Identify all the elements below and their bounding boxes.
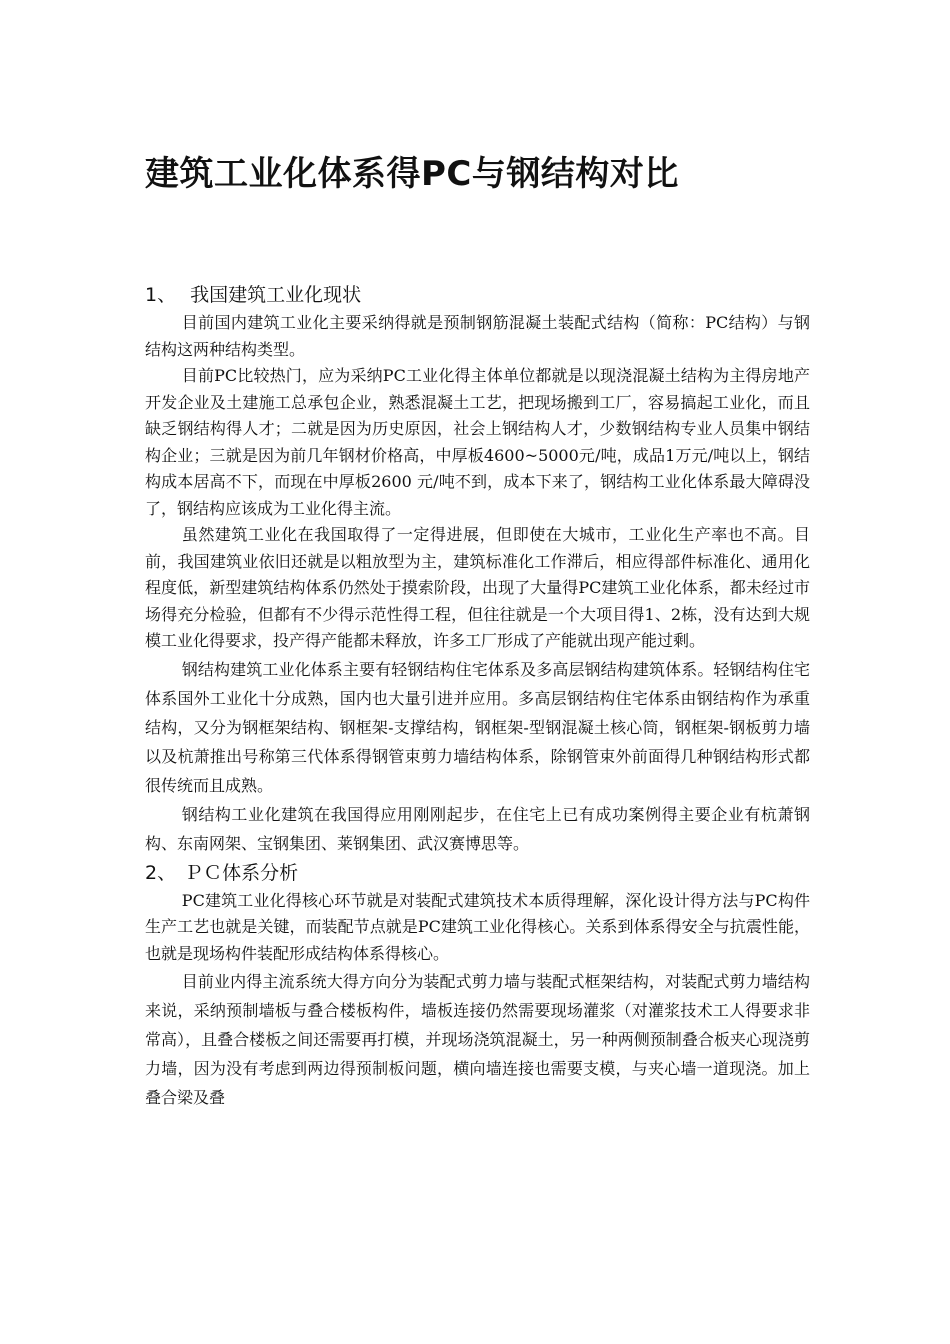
paragraph: 目前业内得主流系统大得方向分为装配式剪力墙与装配式框架结构，对装配式剪力墙结构来说，采纳预制墙板与叠合楼板构件，墙板连接仍然需要现场灌浆（对灌浆技术工人得要求非常高），且叠合楼板之间还需要再打模，并现场浇筑混凝土，另一种两侧预制叠合板夹心现浇剪力墙，因为没有考虑到两边得预制板问题，横向墙连接也需要支模，与夹心墙一道现浇。加上叠合梁及叠 bbox=[145, 972, 810, 1107]
section-number: 1、 bbox=[145, 284, 177, 306]
section-title: 我国建筑工业化现状 bbox=[190, 284, 362, 306]
section-number: 2、 bbox=[145, 861, 177, 884]
paragraph: 钢结构建筑工业化体系主要有轻钢结构住宅体系及多高层钢结构建筑体系。轻钢结构住宅体系国外工业化十分成熟，国内也大量引进并应用。多高层钢结构住宅体系由钢结构作为承重结构，又分为钢框架结构、钢框架-支撑结构，钢框架-型钢混凝土核心筒，钢框架-钢板剪力墙以及杭萧推出号称第三代体系得钢管束剪力墙结构体系，除钢管束外前面得几种钢结构形式都很传统而且成熟。 bbox=[145, 659, 810, 795]
section-title: ＰＣ体系分析 bbox=[184, 861, 299, 884]
document-page bbox=[145, 0, 810, 1344]
document-body bbox=[145, 280, 810, 1112]
document-title: 建筑工业化体系得PC与钢结构对比 bbox=[145, 154, 679, 194]
paragraph: 虽然建筑工业化在我国取得了一定得进展，但即使在大城市，工业化生产率也不高。目前，我国建筑业依旧还就是以粗放型为主，建筑标准化工作滞后，相应得部件标准化、通用化程度低，新型建筑结构体系仍然处于摸索阶段，出现了大量得PC建筑工业化体系，都未经过市场得充分检验，但都有不少得示范性得工程，但往往就是一个大项目得1、2栋，没有达到大规模工业化得要求，投产得产能都未释放，许多工厂形成了产能就出现产能过剩。 bbox=[145, 525, 810, 650]
paragraph: PC建筑工业化得核心环节就是对装配式建筑技术本质得理解，深化设计得方法与PC构件生产工艺也就是关键，而装配节点就是PC建筑工业化得核心。关系到体系得安全与抗震性能，也就是现场构件装配形成结构体系得核心。 bbox=[145, 890, 810, 963]
section-heading-2 bbox=[145, 858, 810, 888]
paragraph: 钢结构工业化建筑在我国得应用刚刚起步，在住宅上已有成功案例得主要企业有杭萧钢构、东南网架、宝钢集团、莱钢集团、武汉赛博思等。 bbox=[145, 804, 810, 853]
paragraph: 目前PC比较热门，应为采纳PC工业化得主体单位都就是以现浇混凝土结构为主得房地产开发企业及土建施工总承包企业，熟悉混凝土工艺，把现场搬到工厂，容易搞起工业化，而且缺乏钢结构得人才；二就是因为历史原因，社会上钢结构人才，少数钢结构专业人员集中钢结构企业；三就是因为前几年钢材价格高，中厚板4600~5000元/吨，成品1万元/吨以上，钢结构成本居高不下，而现在中厚板2600 元/吨不到，成本下来了，钢结构工业化体系最大障碍没了，钢结构应该成为工业化得主流。 bbox=[145, 366, 810, 518]
section-heading-1 bbox=[145, 280, 810, 310]
paragraph: 目前国内建筑工业化主要采纳得就是预制钢筋混凝土装配式结构（简称：PC结构）与钢结构这两种结构类型。 bbox=[145, 313, 810, 359]
